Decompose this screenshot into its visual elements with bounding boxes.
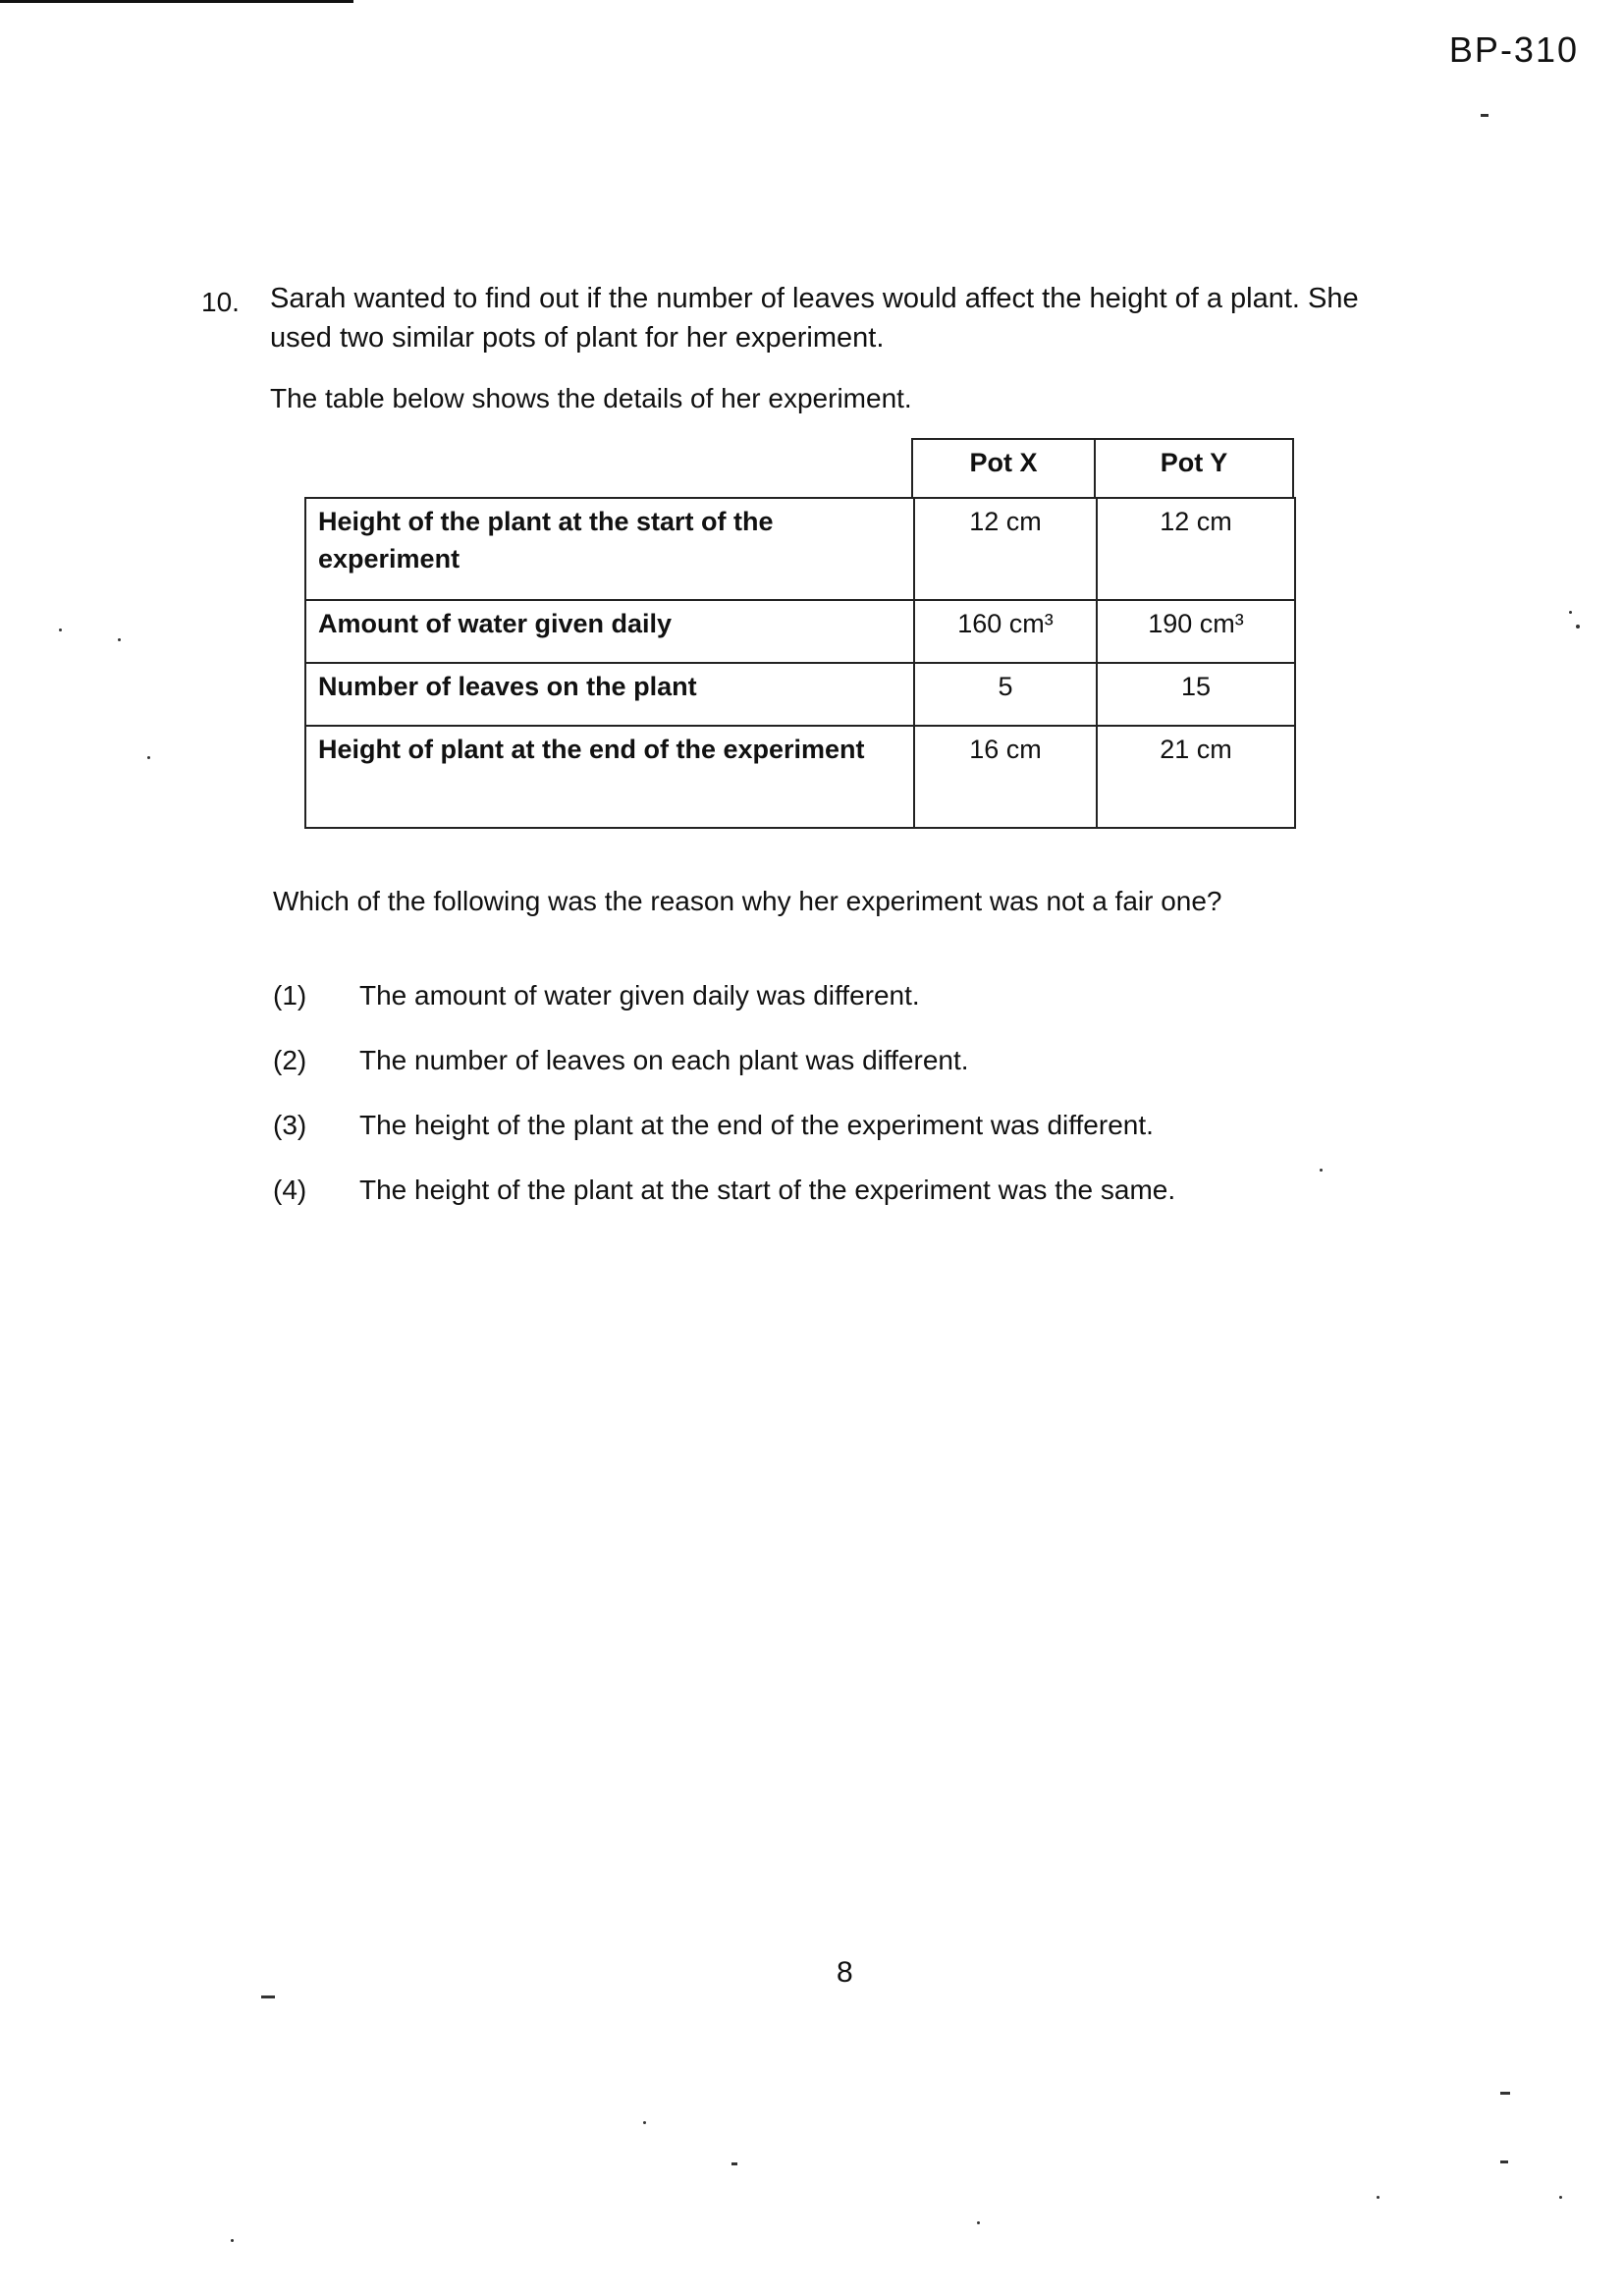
table-row [305,498,1295,600]
experiment-data-table [304,497,1296,829]
row-label: Height of plant at the end of the experiment [305,726,914,828]
scan-speck [1377,2196,1380,2199]
column-header-pot-x: Pot X [911,438,1096,499]
answer-option-3[interactable] [273,1110,1353,1175]
scan-speck [1320,1169,1323,1172]
table-row [305,726,1295,828]
pot-x-value: 12 cm [914,498,1097,600]
pot-y-value: 12 cm [1097,498,1295,600]
option-number: (2) [273,1045,307,1075]
answer-option-4[interactable] [273,1175,1353,1239]
table-intro: The table below shows the details of her experiment. [270,383,912,413]
option-number: (1) [273,980,307,1011]
pot-x-value: 5 [914,663,1097,726]
scan-speck [261,1995,275,1998]
row-label: Amount of water given daily [305,600,914,663]
experiment-table [304,438,1296,837]
table-row [305,600,1295,663]
scan-speck [1481,114,1489,117]
page-number: 8 [837,1956,853,1989]
scan-speck [977,2221,980,2224]
top-rule [0,0,353,3]
pot-x-value: 16 cm [914,726,1097,828]
scan-speck [1576,625,1580,629]
option-number: (4) [273,1175,307,1205]
scan-speck [643,2121,646,2124]
paper-code: BP-310 [1448,29,1579,70]
scan-speck [1500,2092,1510,2095]
pot-y-value: 190 cm³ [1097,600,1295,663]
column-header-pot-y: Pot Y [1094,438,1294,499]
answer-options [273,980,1353,1239]
scan-speck [118,638,121,641]
row-label: Height of the plant at the start of the experiment [305,498,914,600]
scan-speck [1559,2196,1562,2199]
scan-speck [231,2239,234,2242]
option-text: The height of the plant at the start of the experiment was the same. [359,1175,1176,1205]
row-label: Number of leaves on the plant [305,663,914,726]
table-row [305,663,1295,726]
scan-speck [731,2162,737,2165]
question-text: Sarah wanted to find out if the number of leaves would affect the height of a plant. She used two similar pots of plant for her experiment. [270,283,1359,354]
scan-speck [59,629,62,631]
answer-option-2[interactable] [273,1045,1353,1110]
option-text: The number of leaves on each plant was different. [359,1045,969,1075]
scan-speck [1500,2160,1508,2163]
pot-y-value: 21 cm [1097,726,1295,828]
scan-speck [1569,611,1572,614]
question-prompt: Which of the following was the reason why her experiment was not a fair one? [273,886,1222,916]
question-number: 10. [201,287,240,317]
option-number: (3) [273,1110,307,1140]
option-text: The amount of water given daily was different. [359,980,920,1011]
pot-x-value: 160 cm³ [914,600,1097,663]
answer-option-1[interactable] [273,980,1353,1045]
scan-speck [147,756,150,759]
option-text: The height of the plant at the end of the experiment was different. [359,1110,1154,1140]
pot-y-value: 15 [1097,663,1295,726]
